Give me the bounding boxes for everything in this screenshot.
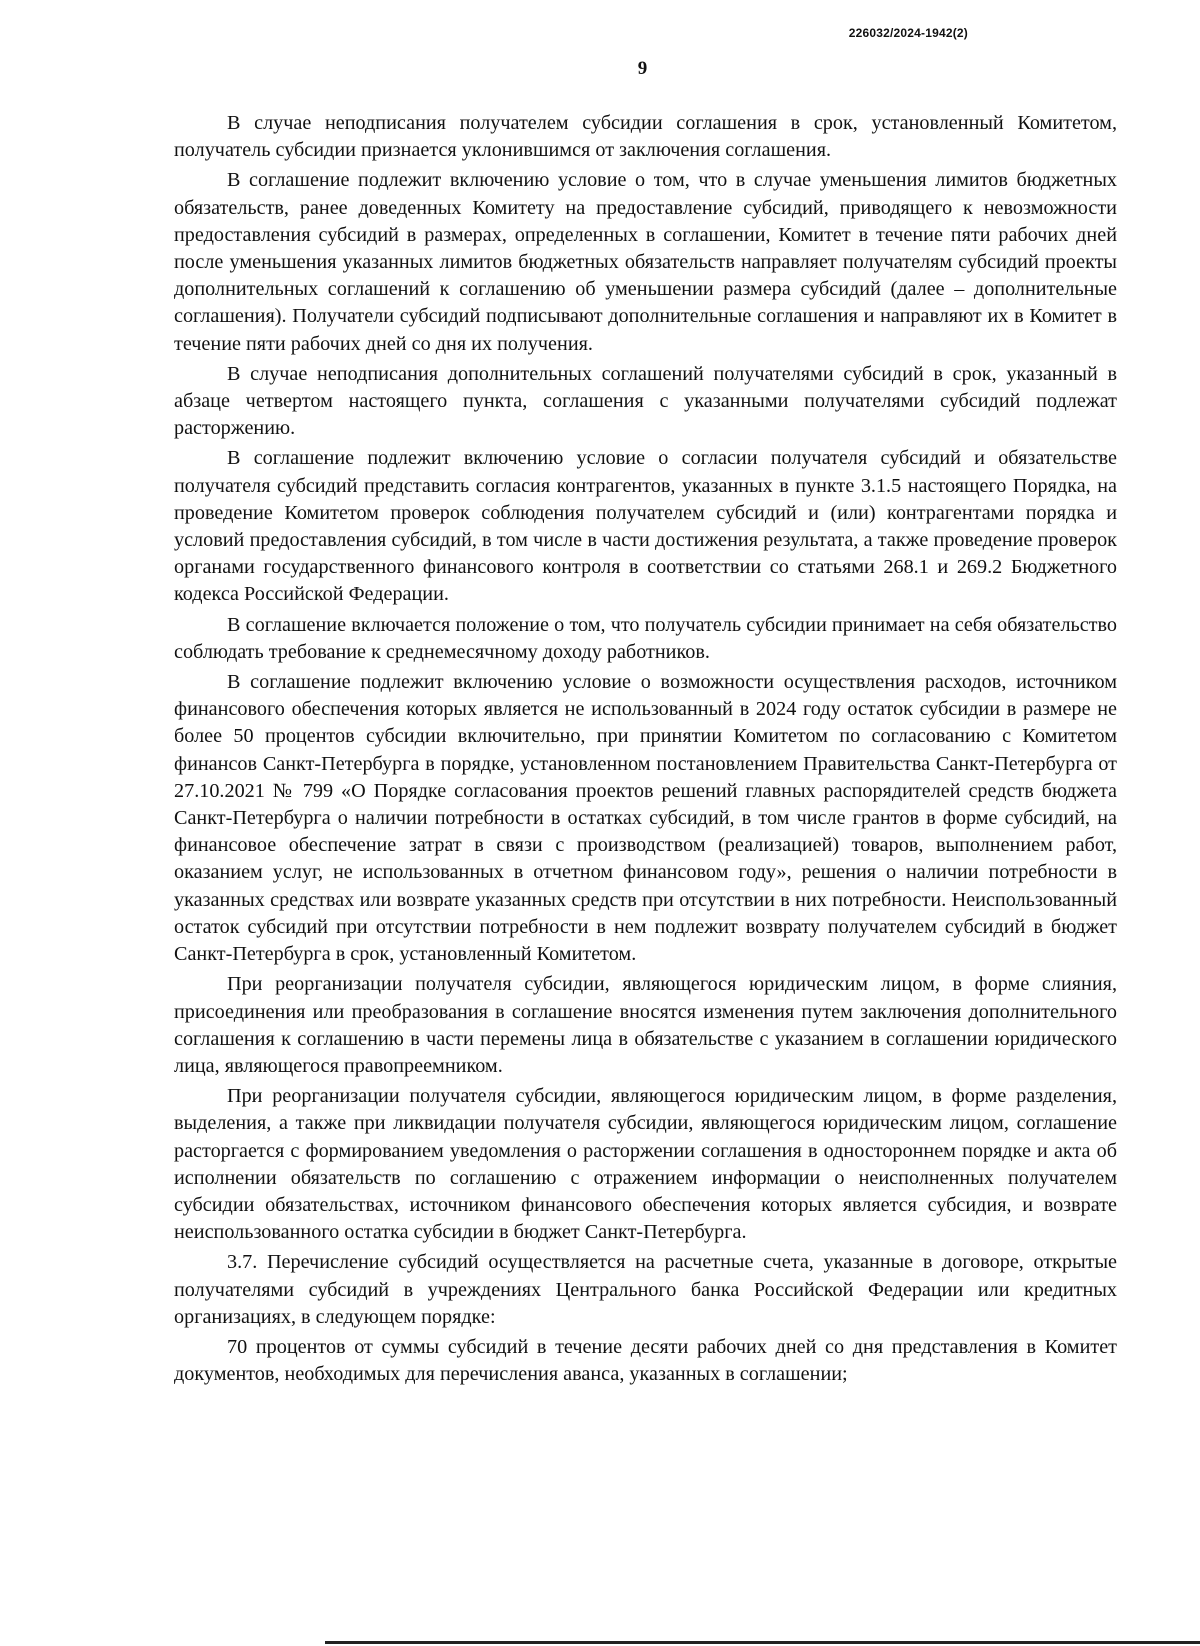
document-body [174, 110, 1117, 1391]
paragraph-consent-inspections: В соглашение подлежит включению условие о согласии получателя субсидий и обязательстве получателя субсидий представить согласия контрагентов, указанных в пункте 3.1.5 настоящего Порядка, на проведение Комитетом проверок соблюдения получателем субсидий и (или) контрагентами порядка и условий предоставления субсидий, в том числе в части достижения результата, а также проведение проверок органами государственного финансового контроля в соответствии со статьями 268.1 и 269.2 Бюджетного кодекса Российской Федерации. [174, 447, 1117, 606]
bottom-divider [325, 1641, 1200, 1644]
paragraph-unused-balance: В соглашение подлежит включению условие о возможности осуществления расходов, источником финансового обеспечения которых является не использованный в 2024 году остаток субсидии в размере не более 50 процентов субсидии включительно, при принятии Комитетом по согласованию с Комитетом финансов Санкт-Петербурга в порядке, установленном постановлением Правительства Санкт-Петербурга от 27.10.2021 № 799 «О Порядке согласования проектов решений главных распорядителей средств бюджета Санкт-Петербурга о наличии потребности в остатках субсидий, в том числе грантов в форме субсидий, на финансовое обеспечение затрат в связи с производством (реализацией) товаров, выполнением работ, оказанием услуг, не использованных в отчетном финансовом году», решения о наличии потребности в указанных средствах или возврате указанных средств при отсутствии в них потребности. Неиспользованный остаток субсидий при отсутствии потребности в нем подлежит возврату получателем субсидий в бюджет Санкт-Петербурга в срок, установленный Комитетом. [174, 671, 1117, 966]
paragraph-average-income: В соглашение включается положение о том, что получатель субсидии принимает на себя обязательство соблюдать требование к среднемесячному доходу работников. [174, 613, 1117, 663]
paragraph-additional-agreements-termination: В случае неподписания дополнительных соглашений получателями субсидий в срок, указанный в абзаце четвертом настоящего пункта, соглашения с указанными получателями субсидий подлежат расторжению. [174, 362, 1117, 440]
paragraph-budget-limits-reduction: В соглашение подлежит включению условие о том, что в случае уменьшения лимитов бюджетных обязательств, ранее доведенных Комитету на предоставление субсидий, приводящего к невозможности предоставления субсидий в размерах, определенных в соглашении, Комитет в течение пяти рабочих дней после уменьшения указанных лимитов бюджетных обязательств направляет получателям субсидий проекты дополнительных соглашений к соглашению об уменьшении размера субсидий (далее – дополнительные соглашения). Получатели субсидий подписывают дополнительные соглашения и направляют их в Комитет в течение пяти рабочих дней со дня их получения. [174, 169, 1117, 355]
page-number: 9 [637, 58, 648, 79]
document-registration-number: 226032/2024-1942(2) [848, 26, 968, 40]
paragraph-section-3-7: 3.7. Перечисление субсидий осуществляется на расчетные счета, указанные в договоре, открытые получателями субсидий в учреждениях Центрального банка Российской Федерации или кредитных организациях, в следующем порядке: [174, 1251, 1117, 1328]
paragraph-unsigned-agreement: В случае неподписания получателем субсидии соглашения в срок, установленный Комитетом, получатель субсидии признается уклонившимся от заключения соглашения. [174, 112, 1117, 162]
paragraph-advance-payment: 70 процентов от суммы субсидий в течение десяти рабочих дней со дня представления в Комитет документов, необходимых для перечисления аванса, указанных в соглашении; [174, 1335, 1117, 1386]
paragraph-reorganization-division: При реорганизации получателя субсидии, являющегося юридическим лицом, в форме разделения, выделения, а также при ликвидации получателя субсидии, являющегося юридическим лицом, соглашение расторгается с формированием уведомления о расторжении соглашения в одностороннем порядке и акта об исполнении обязательств по соглашению с отражением информации о неисполненных получателем субсидии обязательствах, источником финансового обеспечения которых является субсидия, и возврате неиспользованного остатка субсидии в бюджет Санкт-Петербурга. [174, 1085, 1117, 1244]
paragraph-reorganization-merger: При реорганизации получателя субсидии, являющегося юридическим лицом, в форме слияния, присоединения или преобразования в соглашение вносятся изменения путем заключения дополнительного соглашения к соглашению в части перемены лица в обязательстве с указанием в соглашении юридического лица, являющегося правопреемником. [174, 973, 1117, 1077]
